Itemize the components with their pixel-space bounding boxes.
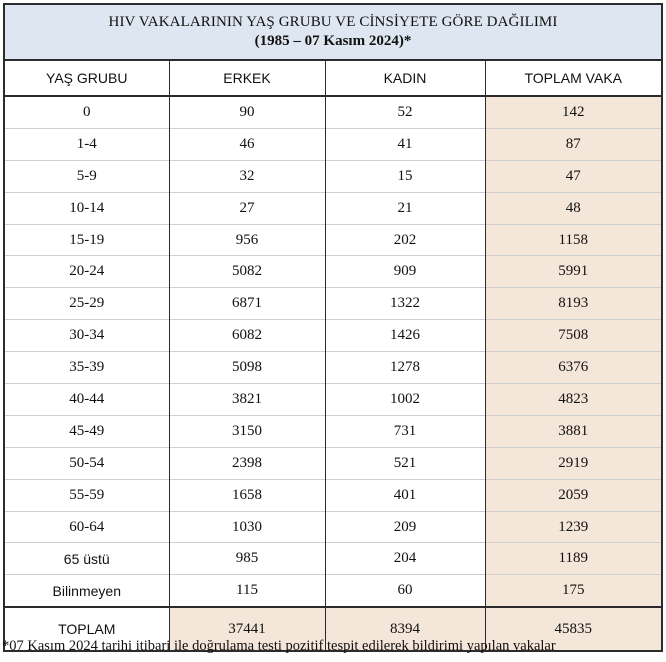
female-cell: 209 xyxy=(325,511,485,543)
table-row xyxy=(5,415,661,447)
footnote: *07 Kasım 2024 tarihi itibari ile doğrulama testi pozitif tespit edilerek bildirimi yapılan vakalar xyxy=(2,638,556,654)
table-row xyxy=(5,256,661,288)
total-cell: 6376 xyxy=(485,352,661,384)
totals-male: 37441 xyxy=(169,607,325,650)
table-title xyxy=(5,5,661,61)
male-cell: 956 xyxy=(169,224,325,256)
age-group-cell: 5-9 xyxy=(5,160,169,192)
total-cell: 8193 xyxy=(485,288,661,320)
age-group-cell: 55-59 xyxy=(5,479,169,511)
age-group-cell: 60-64 xyxy=(5,511,169,543)
male-cell: 3821 xyxy=(169,384,325,416)
table-row xyxy=(5,447,661,479)
header-female: KADIN xyxy=(325,61,485,96)
table-row xyxy=(5,575,661,607)
table-row xyxy=(5,320,661,352)
male-cell: 1030 xyxy=(169,511,325,543)
table-row xyxy=(5,224,661,256)
totals-label: TOPLAM xyxy=(5,607,169,650)
female-cell: 521 xyxy=(325,447,485,479)
table-row xyxy=(5,128,661,160)
male-cell: 27 xyxy=(169,192,325,224)
female-cell: 60 xyxy=(325,575,485,607)
table-row xyxy=(5,160,661,192)
table-row xyxy=(5,192,661,224)
female-cell: 909 xyxy=(325,256,485,288)
female-cell: 52 xyxy=(325,96,485,128)
age-group-cell: 20-24 xyxy=(5,256,169,288)
table-row xyxy=(5,384,661,416)
total-cell: 2059 xyxy=(485,479,661,511)
female-cell: 41 xyxy=(325,128,485,160)
female-cell: 21 xyxy=(325,192,485,224)
total-cell: 142 xyxy=(485,96,661,128)
total-cell: 2919 xyxy=(485,447,661,479)
male-cell: 6871 xyxy=(169,288,325,320)
title-line-2: (1985 – 07 Kasım 2024)* xyxy=(254,33,412,49)
table-row xyxy=(5,352,661,384)
age-group-cell: 35-39 xyxy=(5,352,169,384)
age-group-cell: 65 üstü xyxy=(5,543,169,575)
hiv-table-container xyxy=(3,3,663,652)
age-group-cell: 45-49 xyxy=(5,415,169,447)
age-group-cell: 25-29 xyxy=(5,288,169,320)
total-cell: 175 xyxy=(485,575,661,607)
male-cell: 115 xyxy=(169,575,325,607)
title-line-1: HIV VAKALARININ YAŞ GRUBU VE CİNSİYETE GÖRE DAĞILIMI xyxy=(108,14,558,30)
male-cell: 32 xyxy=(169,160,325,192)
male-cell: 1658 xyxy=(169,479,325,511)
age-group-cell: 50-54 xyxy=(5,447,169,479)
female-cell: 1002 xyxy=(325,384,485,416)
header-age-group: YAŞ GRUBU xyxy=(5,61,169,96)
male-cell: 3150 xyxy=(169,415,325,447)
total-cell: 48 xyxy=(485,192,661,224)
age-group-cell: 40-44 xyxy=(5,384,169,416)
header-total: TOPLAM VAKA xyxy=(485,61,661,96)
female-cell: 202 xyxy=(325,224,485,256)
total-cell: 1239 xyxy=(485,511,661,543)
table-row xyxy=(5,96,661,128)
total-cell: 5991 xyxy=(485,256,661,288)
header-row xyxy=(5,61,661,96)
male-cell: 90 xyxy=(169,96,325,128)
total-cell: 1189 xyxy=(485,543,661,575)
total-cell: 47 xyxy=(485,160,661,192)
total-cell: 7508 xyxy=(485,320,661,352)
table-row xyxy=(5,288,661,320)
header-male: ERKEK xyxy=(169,61,325,96)
hiv-data-table xyxy=(5,61,661,650)
male-cell: 985 xyxy=(169,543,325,575)
age-group-cell: 1-4 xyxy=(5,128,169,160)
male-cell: 46 xyxy=(169,128,325,160)
total-cell: 4823 xyxy=(485,384,661,416)
totals-total: 45835 xyxy=(485,607,661,650)
total-cell: 3881 xyxy=(485,415,661,447)
age-group-cell: Bilinmeyen xyxy=(5,575,169,607)
table-row xyxy=(5,479,661,511)
age-group-cell: 15-19 xyxy=(5,224,169,256)
female-cell: 1426 xyxy=(325,320,485,352)
male-cell: 5098 xyxy=(169,352,325,384)
total-cell: 87 xyxy=(485,128,661,160)
total-cell: 1158 xyxy=(485,224,661,256)
table-row xyxy=(5,543,661,575)
female-cell: 401 xyxy=(325,479,485,511)
male-cell: 2398 xyxy=(169,447,325,479)
male-cell: 6082 xyxy=(169,320,325,352)
table-body xyxy=(5,96,661,607)
table-row xyxy=(5,511,661,543)
totals-female: 8394 xyxy=(325,607,485,650)
age-group-cell: 10-14 xyxy=(5,192,169,224)
male-cell: 5082 xyxy=(169,256,325,288)
age-group-cell: 30-34 xyxy=(5,320,169,352)
female-cell: 1322 xyxy=(325,288,485,320)
female-cell: 204 xyxy=(325,543,485,575)
female-cell: 731 xyxy=(325,415,485,447)
female-cell: 1278 xyxy=(325,352,485,384)
female-cell: 15 xyxy=(325,160,485,192)
age-group-cell: 0 xyxy=(83,103,91,120)
